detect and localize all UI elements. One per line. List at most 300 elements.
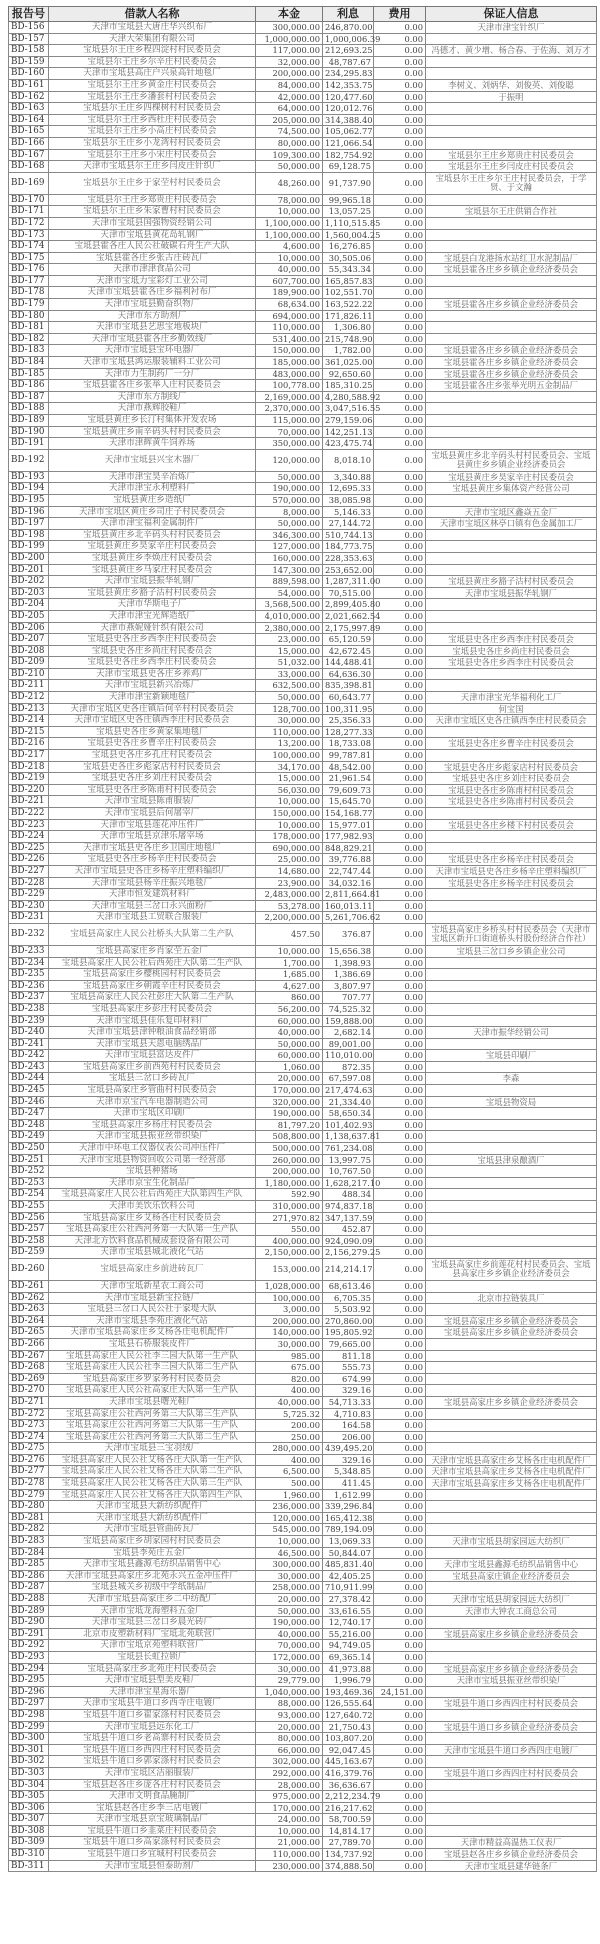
cell-interest: 69,365.14 xyxy=(323,1651,374,1663)
cell-borrower-name: 宝坻县史各庄乡西李庄村民委员会 xyxy=(49,657,256,669)
cell-principal: 280,000.00 xyxy=(256,1443,323,1455)
cell-borrower-name: 天津市宝坻新星农工商公司 xyxy=(49,1280,256,1292)
cell-guarantor: 宝坻县史各庄乡杨辛庄村民委员会 xyxy=(426,877,597,889)
cell-borrower-name: 宝坻县霍各庄乡张举人庄村民委员会 xyxy=(49,380,256,392)
cell-interest: 127,640.72 xyxy=(323,1709,374,1721)
table-row xyxy=(9,449,597,471)
cell-principal: 170,000.00 xyxy=(256,1802,323,1814)
cell-fees: 0.00 xyxy=(374,692,426,704)
cell-report-no: BD-277 xyxy=(9,1466,49,1478)
table-row xyxy=(9,438,597,450)
cell-guarantor xyxy=(426,1431,597,1443)
cell-interest: 64,636.30 xyxy=(323,668,374,680)
cell-principal: 310,000.00 xyxy=(256,1201,323,1213)
cell-report-no: BD-157 xyxy=(9,33,49,45)
cell-guarantor xyxy=(426,137,597,149)
cell-borrower-name: 天津市宝坻县远东化工厂 xyxy=(49,1721,256,1733)
cell-report-no: BD-289 xyxy=(9,1605,49,1617)
cell-report-no: BD-218 xyxy=(9,761,49,773)
cell-borrower-name: 天津市宝坻县史各庄乡杨辛庄塑料编织厂 xyxy=(49,865,256,877)
cell-report-no: BD-165 xyxy=(9,126,49,138)
cell-borrower-name: 北京市皮塑新材料厂宝坻北苑联营厂 xyxy=(49,1628,256,1640)
cell-principal: 88,000.00 xyxy=(256,1698,323,1710)
cell-report-no: BD-308 xyxy=(9,1825,49,1837)
table-row xyxy=(9,1362,597,1374)
cell-principal: 190,000.00 xyxy=(256,1617,323,1629)
cell-guarantor xyxy=(426,726,597,738)
cell-interest: 171,826.11 xyxy=(323,310,374,322)
cell-borrower-name: 宝坻县高家庄人民公社后西苑庄大队第四生产队 xyxy=(49,1189,256,1201)
table-row xyxy=(9,564,597,576)
cell-borrower-name: 宝坻县高家庄乡胡家园村村民委员会 xyxy=(49,1536,256,1548)
cell-principal: 110,000.00 xyxy=(256,1849,323,1861)
cell-report-no: BD-276 xyxy=(9,1454,49,1466)
cell-guarantor xyxy=(426,1686,597,1698)
table-row xyxy=(9,217,597,229)
cell-report-no: BD-162 xyxy=(9,91,49,103)
cell-guarantor: 宝坻县牛道口乡西四庄村村民委员会 xyxy=(426,1767,597,1779)
cell-interest: 445,163.67 xyxy=(323,1756,374,1768)
cell-borrower-name: 宝坻县高家庄公社西河务第三大队第一生产队 xyxy=(49,1420,256,1432)
cell-principal: 33,000.00 xyxy=(256,668,323,680)
table-row xyxy=(9,923,597,945)
cell-fees: 0.00 xyxy=(374,1582,426,1594)
cell-borrower-name: 宝坻县尔王庄乡小龙湾村村民委员会 xyxy=(49,137,256,149)
cell-principal: 32,000.00 xyxy=(256,56,323,68)
cell-report-no: BD-206 xyxy=(9,622,49,634)
table-row xyxy=(9,1131,597,1143)
cell-borrower-name: 天津市宝坻县津钟粮油食品经销部 xyxy=(49,1027,256,1039)
table-row xyxy=(9,68,597,80)
cell-borrower-name: 宝坻县牛道口乡高家涤村村民委员会 xyxy=(49,1837,256,1849)
cell-interest: 347,137.59 xyxy=(323,1212,374,1224)
cell-guarantor: 宝坻县白龙港扬水站红卫水泥制品厂 xyxy=(426,252,597,264)
cell-interest: 439,495.20 xyxy=(323,1443,374,1455)
cell-fees: 0.00 xyxy=(374,333,426,345)
cell-report-no: BD-292 xyxy=(9,1640,49,1652)
cell-borrower-name: 天津市宝坻区黄庄乡司庄子村民委员会 xyxy=(49,506,256,518)
table-row xyxy=(9,1189,597,1201)
cell-fees: 0.00 xyxy=(374,715,426,727)
table-row xyxy=(9,541,597,553)
table-row xyxy=(9,1385,597,1397)
table-row xyxy=(9,680,597,692)
cell-guarantor: 宝坻县史各庄乡杨辛庄村民委员会 xyxy=(426,854,597,866)
table-row xyxy=(9,610,597,622)
cell-principal: 531,400.00 xyxy=(256,333,323,345)
cell-report-no: BD-208 xyxy=(9,645,49,657)
cell-fees: 0.00 xyxy=(374,750,426,762)
cell-report-no: BD-205 xyxy=(9,610,49,622)
cell-borrower-name: 天津市宝坻县曙光鞋厂 xyxy=(49,1396,256,1408)
cell-interest: 5,348.85 xyxy=(323,1466,374,1478)
table-row xyxy=(9,33,597,45)
table-row xyxy=(9,206,597,218)
cell-fees: 0.00 xyxy=(374,471,426,483)
cell-report-no: BD-156 xyxy=(9,22,49,34)
cell-guarantor: 何宝国 xyxy=(426,703,597,715)
table-row xyxy=(9,945,597,957)
cell-fees: 0.00 xyxy=(374,1420,426,1432)
table-row xyxy=(9,1489,597,1501)
cell-guarantor: 天津市宝坻县建华链条厂 xyxy=(426,1860,597,1872)
cell-borrower-name: 宝坻县尔王庄乡郑贵庄村民委员会 xyxy=(49,194,256,206)
cell-report-no: BD-178 xyxy=(9,287,49,299)
cell-borrower-name: 天津市京宝汽车电器制造公司 xyxy=(49,1096,256,1108)
cell-report-no: BD-192 xyxy=(9,449,49,471)
cell-borrower-name: 天津市宝坻县李苑庄液化气站 xyxy=(49,1315,256,1327)
cell-fees: 0.00 xyxy=(374,33,426,45)
cell-guarantor: 宝坻县高家庄乡乡镇企业经济委员会 xyxy=(426,1628,597,1640)
cell-guarantor: 天津市宝坻县鑫源毛纺织品销售中心 xyxy=(426,1559,597,1571)
table-row xyxy=(9,1512,597,1524)
cell-borrower-name: 宝坻县尔王庄乡小宋庄村民委员会 xyxy=(49,149,256,161)
cell-guarantor: 天津市大钟农工商总公司 xyxy=(426,1605,597,1617)
cell-borrower-name: 宝坻县黄庄乡北辛码头村村民委员会 xyxy=(49,529,256,541)
table-row xyxy=(9,1721,597,1733)
cell-interest: 42,672.45 xyxy=(323,645,374,657)
cell-borrower-name: 天津市宝坻县牛道口乡西寺庄电镀厂 xyxy=(49,1698,256,1710)
table-row xyxy=(9,1849,597,1861)
cell-report-no: BD-163 xyxy=(9,103,49,115)
cell-guarantor: 宝坻县高家庄乡乡镇企业经济委员会 xyxy=(426,1315,597,1327)
table-row xyxy=(9,1201,597,1213)
cell-fees: 0.00 xyxy=(374,900,426,912)
cell-borrower-name: 宝坻县尔王庄乡西杜庄村民委员会 xyxy=(49,114,256,126)
cell-interest: 13,057.25 xyxy=(323,206,374,218)
cell-report-no: BD-221 xyxy=(9,796,49,808)
cell-borrower-name: 天津大荣集团有限公司 xyxy=(49,33,256,45)
cell-principal: 20,000.00 xyxy=(256,1594,323,1606)
cell-principal: 50,000.00 xyxy=(256,692,323,704)
cell-fees: 0.00 xyxy=(374,1292,426,1304)
cell-interest: 674.99 xyxy=(323,1373,374,1385)
cell-fees: 0.00 xyxy=(374,957,426,969)
cell-report-no: BD-184 xyxy=(9,357,49,369)
cell-interest: 27,378.42 xyxy=(323,1594,374,1606)
table-row xyxy=(9,194,597,206)
cell-principal: 30,000.00 xyxy=(256,1570,323,1582)
table-row xyxy=(9,1640,597,1652)
cell-principal: 1,028,000.00 xyxy=(256,1280,323,1292)
cell-interest: 329.16 xyxy=(323,1385,374,1397)
cell-interest: 314,388.40 xyxy=(323,114,374,126)
cell-report-no: BD-247 xyxy=(9,1108,49,1120)
cell-interest: 102,551.70 xyxy=(323,287,374,299)
cell-borrower-name: 宝坻县尔王庄乡朱家曹村村民委员会 xyxy=(49,206,256,218)
cell-principal: 51,032.00 xyxy=(256,657,323,669)
cell-fees: 0.00 xyxy=(374,680,426,692)
cell-interest: 15,645.70 xyxy=(323,796,374,808)
cell-report-no: BD-256 xyxy=(9,1212,49,1224)
cell-guarantor xyxy=(426,1640,597,1652)
cell-principal: 117,000.00 xyxy=(256,45,323,57)
cell-interest: 42,405.25 xyxy=(323,1570,374,1582)
cell-interest: 15,977.01 xyxy=(323,819,374,831)
cell-principal: 153,000.00 xyxy=(256,1258,323,1280)
cell-borrower-name: 宝坻县尔王庄乡程四淀村村民委员会 xyxy=(49,45,256,57)
cell-interest: 110,010.00 xyxy=(323,1050,374,1062)
cell-principal: 675.00 xyxy=(256,1362,323,1374)
cell-principal: 30,000.00 xyxy=(256,715,323,727)
cell-guarantor xyxy=(426,912,597,924)
cell-report-no: BD-257 xyxy=(9,1224,49,1236)
cell-fees: 0.00 xyxy=(374,275,426,287)
cell-guarantor xyxy=(426,1038,597,1050)
cell-borrower-name: 宝坻县高家庄乡管曲村村民委员会 xyxy=(49,1085,256,1097)
table-row xyxy=(9,1791,597,1803)
cell-fees: 0.00 xyxy=(374,831,426,843)
cell-guarantor xyxy=(426,1408,597,1420)
cell-fees: 0.00 xyxy=(374,854,426,866)
cell-guarantor xyxy=(426,1119,597,1131)
cell-report-no: BD-273 xyxy=(9,1420,49,1432)
cell-principal: 400,000.00 xyxy=(256,1235,323,1247)
table-row xyxy=(9,692,597,704)
cell-borrower-name: 宝坻县赵各庄乡庞各庄村村民委员会 xyxy=(49,1779,256,1791)
cell-guarantor xyxy=(426,1524,597,1536)
cell-fees: 0.00 xyxy=(374,241,426,253)
cell-fees: 0.00 xyxy=(374,889,426,901)
cell-guarantor xyxy=(426,831,597,843)
cell-principal: 23,900.00 xyxy=(256,877,323,889)
cell-principal: 178,000.00 xyxy=(256,831,323,843)
cell-fees: 0.00 xyxy=(374,1396,426,1408)
cell-report-no: BD-180 xyxy=(9,310,49,322)
cell-interest: 185,310.25 xyxy=(323,380,374,392)
cell-fees: 0.00 xyxy=(374,217,426,229)
cell-fees: 0.00 xyxy=(374,1628,426,1640)
table-row xyxy=(9,1027,597,1039)
cell-interest: 216,217.62 xyxy=(323,1802,374,1814)
cell-report-no: BD-237 xyxy=(9,992,49,1004)
cell-principal: 80,000.00 xyxy=(256,137,323,149)
cell-fees: 0.00 xyxy=(374,634,426,646)
cell-borrower-name: 宝坻县三岔口人民公社于家堤大队 xyxy=(49,1304,256,1316)
cell-fees: 0.00 xyxy=(374,391,426,403)
cell-interest: 70,515.00 xyxy=(323,587,374,599)
cell-borrower-name: 宝坻县牛道口乡老高寨村村民委员会 xyxy=(49,1733,256,1745)
cell-fees: 0.00 xyxy=(374,1258,426,1280)
cell-report-no: BD-286 xyxy=(9,1570,49,1582)
cell-borrower-name: 天津市宝坻县恒泰助剂厂 xyxy=(49,1860,256,1872)
cell-guarantor: 天津市宝坻县胡家园远大纺织厂 xyxy=(426,1536,597,1548)
cell-guarantor xyxy=(426,229,597,241)
cell-fees: 0.00 xyxy=(374,1524,426,1536)
cell-borrower-name: 天津市宝坻县尔王庄乡闫皮庄针织厂 xyxy=(49,161,256,173)
cell-guarantor xyxy=(426,808,597,820)
cell-guarantor: 李森 xyxy=(426,1073,597,1085)
cell-borrower-name: 宝坻县高家庄乡杨庄村民委员会 xyxy=(49,1119,256,1131)
cell-borrower-name: 天津市宝坻县佳乐复印材料厂 xyxy=(49,1015,256,1027)
table-row xyxy=(9,992,597,1004)
cell-principal: 1,060.00 xyxy=(256,1061,323,1073)
cell-interest: 1,306.80 xyxy=(323,322,374,334)
cell-borrower-name: 天津市宝坻县杨辛庄振兴地毯厂 xyxy=(49,877,256,889)
cell-fees: 0.00 xyxy=(374,1131,426,1143)
cell-guarantor: 天津市津宝光华福利化工厂 xyxy=(426,692,597,704)
cell-fees: 0.00 xyxy=(374,1085,426,1097)
cell-borrower-name: 天津市京宝生化制品厂 xyxy=(49,1177,256,1189)
cell-fees: 0.00 xyxy=(374,945,426,957)
cell-fees: 0.00 xyxy=(374,1454,426,1466)
cell-borrower-name: 宝坻县高家庄人民公社艾杨各庄大队第一生产队 xyxy=(49,1454,256,1466)
cell-borrower-name: 天津市宝坻县京津乐屠宰场 xyxy=(49,831,256,843)
cell-guarantor xyxy=(426,1131,597,1143)
cell-fees: 0.00 xyxy=(374,1338,426,1350)
cell-principal: 70,000.00 xyxy=(256,1640,323,1652)
table-row xyxy=(9,79,597,91)
cell-report-no: BD-270 xyxy=(9,1385,49,1397)
cell-report-no: BD-261 xyxy=(9,1280,49,1292)
cell-guarantor: 天津市宝坻县振亚丝带织染厂 xyxy=(426,1675,597,1687)
cell-principal: 205,000.00 xyxy=(256,114,323,126)
cell-borrower-name: 宝坻县黄庄乡李焕庄村民委员会 xyxy=(49,552,256,564)
cell-guarantor: 宝坻县高家庄乡乡镇企业经济委员会 xyxy=(426,1327,597,1339)
cell-guarantor: 宝坻县霍各庄乡乡镇企业经济委员会 xyxy=(426,345,597,357)
cell-fees: 0.00 xyxy=(374,1038,426,1050)
cell-guarantor: 天津市宝坻县高家庄乡艾杨各庄电机配件厂 xyxy=(426,1466,597,1478)
cell-interest: 48,787.67 xyxy=(323,56,374,68)
cell-interest: 761,234.08 xyxy=(323,1143,374,1155)
cell-principal: 56,200.00 xyxy=(256,1003,323,1015)
cell-report-no: BD-304 xyxy=(9,1779,49,1791)
cell-borrower-name: 天津市力生制药厂一分厂 xyxy=(49,368,256,380)
cell-principal: 24,000.00 xyxy=(256,1814,323,1826)
cell-interest: 5,503.92 xyxy=(323,1304,374,1316)
cell-report-no: BD-202 xyxy=(9,576,49,588)
cell-borrower-name: 天津市津宝永利塑料厂 xyxy=(49,483,256,495)
cell-report-no: BD-265 xyxy=(9,1327,49,1339)
cell-interest: 193,469.36 xyxy=(323,1686,374,1698)
cell-principal: 50,000.00 xyxy=(256,518,323,530)
cell-interest: 214,214.17 xyxy=(323,1258,374,1280)
cell-interest: 423,475.74 xyxy=(323,438,374,450)
cell-guarantor xyxy=(426,114,597,126)
cell-fees: 0.00 xyxy=(374,1489,426,1501)
cell-report-no: BD-219 xyxy=(9,773,49,785)
cell-fees: 0.00 xyxy=(374,506,426,518)
table-row xyxy=(9,1154,597,1166)
cell-fees: 0.00 xyxy=(374,819,426,831)
cell-fees: 0.00 xyxy=(374,426,426,438)
cell-interest: 21,750.43 xyxy=(323,1721,374,1733)
cell-guarantor xyxy=(426,680,597,692)
cell-report-no: BD-158 xyxy=(9,45,49,57)
table-row xyxy=(9,1143,597,1155)
cell-fees: 0.00 xyxy=(374,1224,426,1236)
cell-report-no: BD-301 xyxy=(9,1744,49,1756)
table-row xyxy=(9,1698,597,1710)
table-row xyxy=(9,172,597,194)
cell-principal: 66,000.00 xyxy=(256,1744,323,1756)
cell-guarantor xyxy=(426,103,597,115)
table-row xyxy=(9,1015,597,1027)
table-row xyxy=(9,1814,597,1826)
cell-guarantor xyxy=(426,610,597,622)
cell-interest: 58,650.34 xyxy=(323,1108,374,1120)
cell-borrower-name: 天津市东方制线厂 xyxy=(49,391,256,403)
cell-report-no: BD-262 xyxy=(9,1292,49,1304)
cell-interest: 99,787.81 xyxy=(323,750,374,762)
cell-guarantor: 宝坻县霍各庄乡乡镇企业经济委员会 xyxy=(426,368,597,380)
cell-fees: 0.00 xyxy=(374,842,426,854)
cell-interest: 2,021,662.54 xyxy=(323,610,374,622)
cell-principal: 292,000.00 xyxy=(256,1767,323,1779)
cell-guarantor: 宝坻县高家庄镇企业经济委员会 xyxy=(426,1570,597,1582)
cell-principal: 250.00 xyxy=(256,1431,323,1443)
cell-principal: 170,000.00 xyxy=(256,1085,323,1097)
cell-borrower-name: 宝坻县高家庄人民公社彭庄大队第二生产队 xyxy=(49,992,256,1004)
cell-fees: 0.00 xyxy=(374,56,426,68)
cell-borrower-name: 宝坻县史各庄乡曹辛庄村民委员会 xyxy=(49,738,256,750)
cell-fees: 0.00 xyxy=(374,1709,426,1721)
cell-borrower-name: 天津市宝坻力宝彩灯工业公司 xyxy=(49,275,256,287)
cell-report-no: BD-207 xyxy=(9,634,49,646)
cell-interest: 50,844.07 xyxy=(323,1547,374,1559)
cell-principal: 150,000.00 xyxy=(256,345,323,357)
cell-guarantor xyxy=(426,68,597,80)
cell-borrower-name: 天津市宝坻县高庄户兴泉高针地毯厂 xyxy=(49,68,256,80)
cell-interest: 6,705.35 xyxy=(323,1292,374,1304)
cell-fees: 0.00 xyxy=(374,172,426,194)
cell-interest: 101,402.93 xyxy=(323,1119,374,1131)
cell-interest: 1,560,004.25 xyxy=(323,229,374,241)
cell-principal: 53,278.00 xyxy=(256,900,323,912)
cell-fees: 0.00 xyxy=(374,1015,426,1027)
table-row xyxy=(9,1108,597,1120)
table-row xyxy=(9,56,597,68)
cell-interest: 872.35 xyxy=(323,1061,374,1073)
cell-fees: 0.00 xyxy=(374,357,426,369)
cell-guarantor xyxy=(426,333,597,345)
cell-fees: 0.00 xyxy=(374,1837,426,1849)
cell-interest: 835,398.81 xyxy=(323,680,374,692)
cell-borrower-name: 宝坻县高家庄人民公社艾杨各庄大队第四生产队 xyxy=(49,1489,256,1501)
cell-report-no: BD-275 xyxy=(9,1443,49,1455)
cell-interest: 710,911.99 xyxy=(323,1582,374,1594)
cell-guarantor: 于振明 xyxy=(426,91,597,103)
table-row xyxy=(9,471,597,483)
table-row xyxy=(9,149,597,161)
cell-report-no: BD-283 xyxy=(9,1536,49,1548)
table-row xyxy=(9,1802,597,1814)
cell-guarantor xyxy=(426,1201,597,1213)
cell-report-no: BD-245 xyxy=(9,1085,49,1097)
cell-principal: 860.00 xyxy=(256,992,323,1004)
cell-guarantor xyxy=(426,1189,597,1201)
cell-guarantor: 宝坻县史各庄乡陈甫村村民委员会 xyxy=(426,784,597,796)
table-row xyxy=(9,877,597,889)
cell-report-no: BD-248 xyxy=(9,1119,49,1131)
cell-principal: 302,000.00 xyxy=(256,1756,323,1768)
cell-principal: 25,000.00 xyxy=(256,854,323,866)
cell-borrower-name: 天津市宝坻县物资回收公司第一经营部 xyxy=(49,1154,256,1166)
cell-fees: 0.00 xyxy=(374,587,426,599)
cell-borrower-name: 天津市宝坻区史各庄镇西李庄村民委员会 xyxy=(49,715,256,727)
cell-guarantor: 宝坻县尔王庄乡尔王庄村民委员会，于学贤、于文瀚 xyxy=(426,172,597,194)
cell-interest: 68,613.46 xyxy=(323,1280,374,1292)
table-row xyxy=(9,645,597,657)
cell-fees: 0.00 xyxy=(374,206,426,218)
cell-report-no: BD-212 xyxy=(9,692,49,704)
cell-borrower-name: 宝坻县城关乡初级中学纸制品厂 xyxy=(49,1582,256,1594)
cell-principal: 10,000.00 xyxy=(256,796,323,808)
cell-borrower-name: 天津市宝坻县新兴冶炼厂 xyxy=(49,680,256,692)
cell-principal: 2,380,000.00 xyxy=(256,622,323,634)
table-row xyxy=(9,1003,597,1015)
table-row xyxy=(9,137,597,149)
